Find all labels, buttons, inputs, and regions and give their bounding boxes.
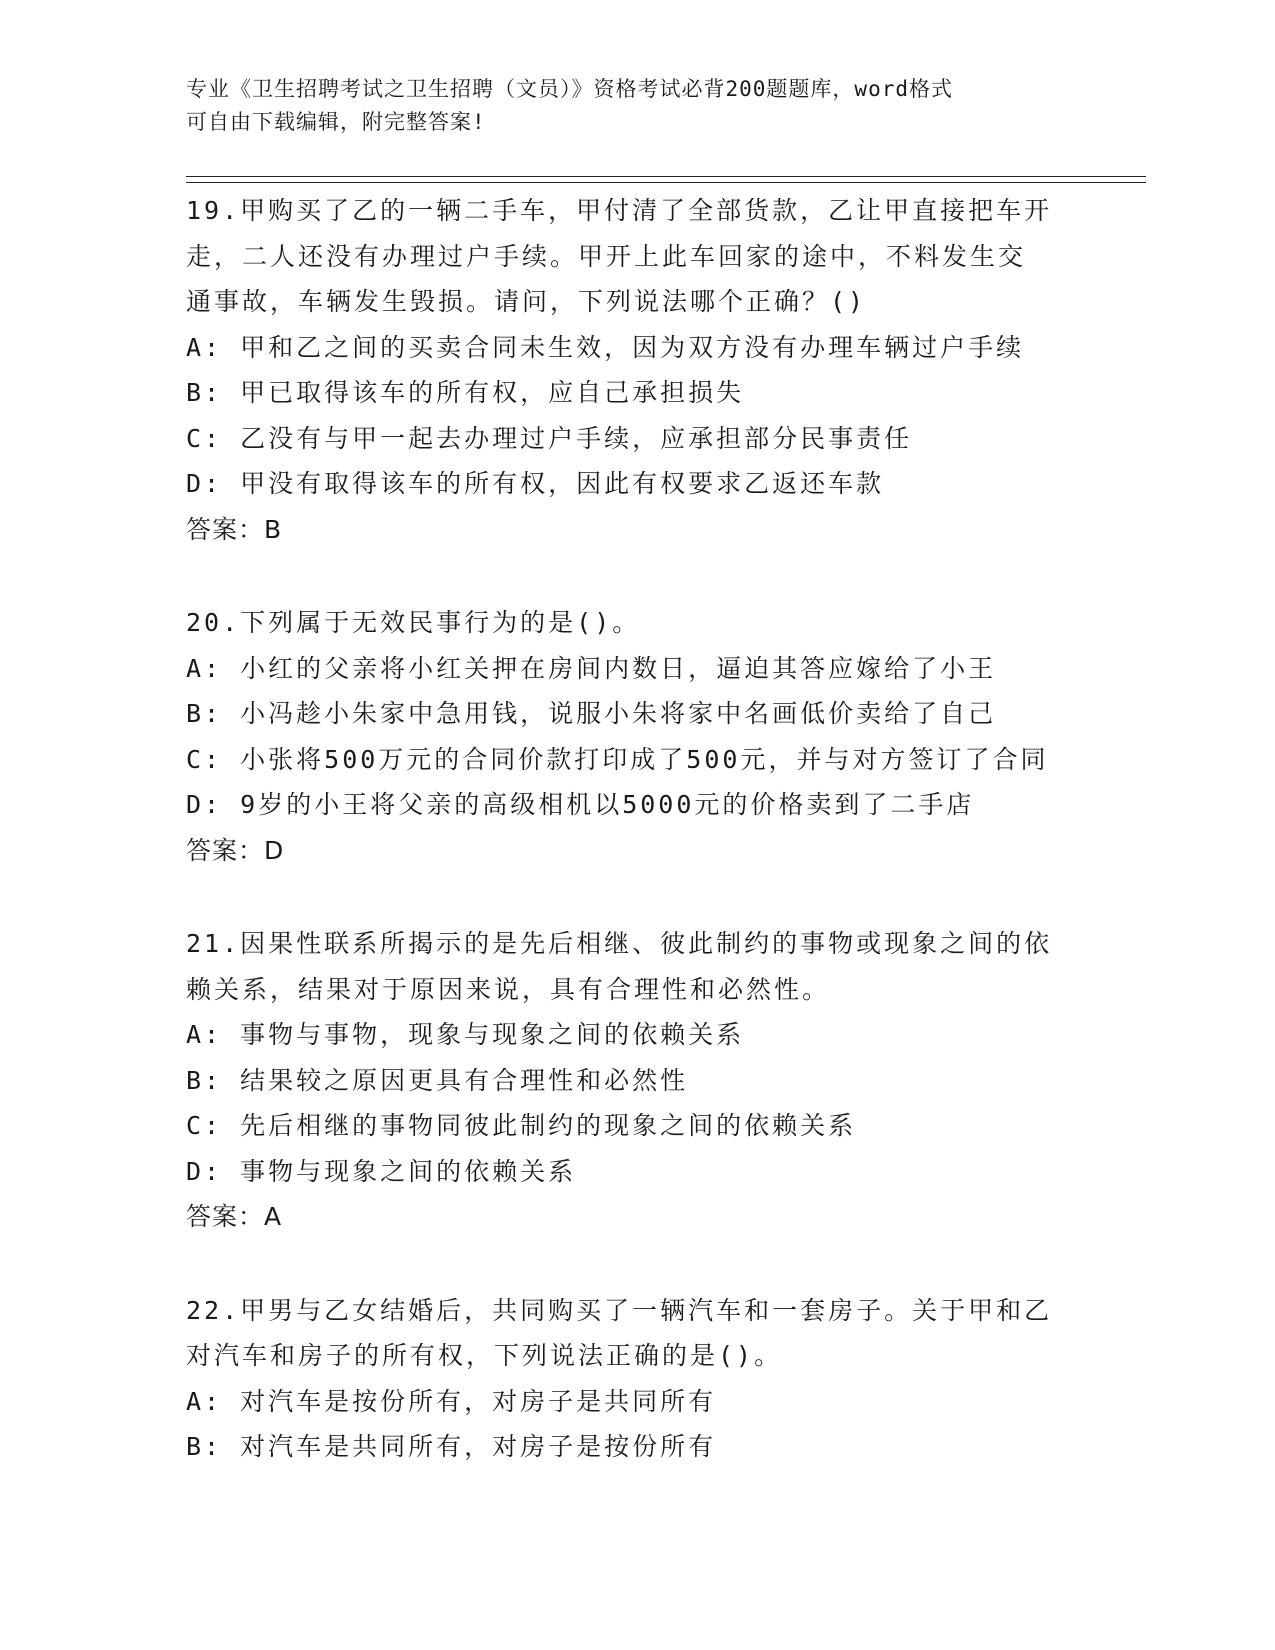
document-header <box>186 73 1066 139</box>
option-a: A: 对汽车是按份所有，对房子是共同所有 <box>186 1386 717 1416</box>
question-stem <box>186 188 1066 325</box>
stem-line: 走，二人还没有办理过户手续。甲开上此车回家的途中，不料发生交 <box>186 241 1027 271</box>
stem-line: 20.下列属于无效民事行为的是()。 <box>186 608 641 637</box>
option-b: B: 结果较之原因更具有合理性和必然性 <box>186 1065 689 1095</box>
option-b: B: 对汽车是共同所有，对房子是按份所有 <box>186 1432 717 1461</box>
option-c: C: 小张将500万元的合同价款打印成了500元，并与对方签订了合同 <box>186 744 1049 774</box>
answer: 答案：D <box>186 835 285 865</box>
question-22 <box>186 1288 1066 1470</box>
stem-line: 赖关系，结果对于原因来说，具有合理性和必然性。 <box>186 974 831 1004</box>
question-19 <box>186 188 1066 552</box>
option-c: C: 先后相继的事物同彼此制约的现象之间的依赖关系 <box>186 1111 857 1140</box>
header-line-2: 可自由下载编辑，附完整答案! <box>186 110 486 134</box>
option-a: A: 小红的父亲将小红关押在房间内数日，逼迫其答应嫁给了小王 <box>186 653 997 683</box>
option-b: B: 小冯趁小朱家中急用钱，说服小朱将家中名画低价卖给了自己 <box>186 699 997 728</box>
stem-line: 22.甲男与乙女结婚后，共同购买了一辆汽车和一套房子。关于甲和乙 <box>186 1295 1053 1325</box>
stem-line: 21.因果性联系所揭示的是先后相继、彼此制约的事物或现象之间的依 <box>186 929 1053 958</box>
stem-line: 19.甲购买了乙的一辆二手车，甲付清了全部货款，乙让甲直接把车开 <box>186 196 1053 225</box>
answer: 答案：B <box>186 514 283 544</box>
option-a: A: 甲和乙之间的买卖合同未生效，因为双方没有办理车辆过户手续 <box>186 332 1025 362</box>
option-c: C: 乙没有与甲一起去办理过户手续，应承担部分民事责任 <box>186 423 913 453</box>
header-divider-bottom <box>186 182 1146 183</box>
header-divider-top <box>186 176 1146 177</box>
option-d: D: 9岁的小王将父亲的高级相机以5000元的价格卖到了二手店 <box>186 790 975 819</box>
question-21 <box>186 921 1066 1240</box>
stem-line: 通事故，车辆发生毁损。请问，下列说法哪个正确？() <box>186 287 867 316</box>
option-d: D: 甲没有取得该车的所有权，因此有权要求乙返还车款 <box>186 469 885 498</box>
header-line-1: 专业《卫生招聘考试之卫生招聘（文员）》资格考试必背200题题库，word格式 <box>186 77 953 101</box>
answer: 答案：A <box>186 1202 283 1231</box>
option-a: A: 事物与事物，现象与现象之间的依赖关系 <box>186 1020 745 1049</box>
stem-line: 对汽车和房子的所有权，下列说法正确的是()。 <box>186 1341 783 1370</box>
question-stem <box>186 1288 1066 1379</box>
option-b: B: 甲已取得该车的所有权，应自己承担损失 <box>186 378 745 407</box>
question-stem <box>186 921 1066 1012</box>
question-list <box>186 188 1066 1470</box>
question-stem <box>186 600 1066 646</box>
question-20 <box>186 600 1066 873</box>
option-d: D: 事物与现象之间的依赖关系 <box>186 1156 577 1186</box>
